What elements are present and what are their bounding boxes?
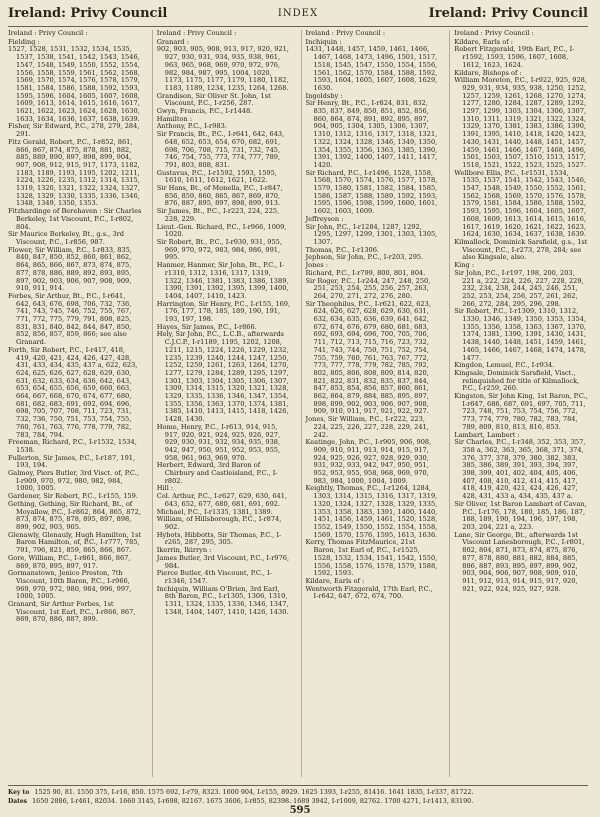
- index-entry: Grandison, Sir Oliver St. John, 1st Viscount, P.C., I-r256, 287.: [156, 91, 271, 108]
- index-entry: Fullerton, Sir James, P.C., I-r187, 191, 193, 194.: [8, 453, 136, 470]
- index-entry: Sir Robert, Bt., P.C., I-r930, 931, 955, 969, 970, 972, 983, 984, 986, 991, 995.: [156, 237, 282, 262]
- index-entry: Sir Robert, P.C., I-r1309, 1310, 1312, 1330, 1346, 1349, 1350, 1353, 1354, 1355, 1356, 1358, 1363, 1367, 1370, 1374, 1381, 1390, 1391, 1430, 1431, 1438, 1440, 1448, 1451, 1459, 1461, 1465, 1466, 1467, 1468, 1474, 1478, 1477.: [454, 307, 586, 362]
- key-text: 1525 90, 81. 1550 375, I-r16, 850. 1575 692, I-r79, 8323. 1600 904, I-r155, 8929. 1625 1393, I-r255, 81416. 1641 1835, I-r337, 81722.: [34, 788, 474, 796]
- index-entry: 902, 903, 905, 908, 913, 917, 920, 921, 927, 930, 931, 934, 935, 938, 961, 963, 965, 968, 969, 970, 972, 976, 982, 984, 987, 995, 1004, 1020, 1173, 1175, 1177, 1179, 1180, 1182, 1183, 1189, 1234, 1235, 1264, 1268.: [156, 45, 289, 92]
- index-entry: Lane, Sir George, Bt., afterwards 1st Viscount Lanesborough, P.C., I-r801, 802, 804, 871, 873, 874, 875, 876, 877, 878, 880, 881, 882, 884, 885, 886, 887, 893, 895, 897, 899, 902, 903, 904, 906, 907, 908, 909, 910, 911, 912, 913, 914, 915, 917, 920, 921, 922, 924, 925, 927, 928.: [454, 530, 585, 593]
- index-entry: Anthony, P.C., I-r983.: [156, 122, 227, 131]
- header-left-title: Ireland: Privy Council: [8, 6, 168, 21]
- index-entry: Sir Richard, P.C., I-r1496, 1528, 1558, 1568, 1570, 1574, 1576, 1577, 1578, 1579, 1580, 1581, 1582, 1584, 1585, 1586, 1587, 1588, 1589, 1592, 1593, 1595, 1596, 1598, 1599, 1600, 1601, 1602, 1603, 1609.: [305, 168, 438, 216]
- index-entry: 1431, 1448, 1457, 1459, 1461, 1466, 1467, 1468, 1473, 1496, 1501, 1517, 1518, 1545, 1547, 1550, 1554, 1556, 1561, 1562, 1570, 1584, 1588, 1592, 1593, 1604, 1605, 1607, 1608, 1629, 1630.: [305, 45, 438, 92]
- index-entry: Gardener, Sir Robert, P.C., I-r155, 159.: [8, 492, 138, 501]
- column-heading: Ireland : Privy Council :: [156, 30, 237, 37]
- index-column-3: [301, 30, 440, 777]
- index-entry: Sir Francis, Bt., P.C., I-r641, 642, 643, 648, 652, 653, 654, 670, 682, 691, 698, 706, 708, 715, 731, 732, 745, 746, 754, 755, 773, 774, 777, 789, 791, 803, 808, 831.: [156, 130, 285, 169]
- index-entry: Kingston, Sir John King, 1st Baron, P.C., I-r647, 686, 687, 691, 697, 705, 711, 723, 748, 751, 753, 754, 756, 772, 773, 774, 779, 780, 782, 783, 784, 789, 809, 810, 813, 816, 853.: [454, 392, 588, 431]
- index-entry: Hanmer, Hanmer, Sir John, Bt., P.C., I-r1310, 1312, 1316, 1317, 1319, 1322, 1346, 1381, 1383, 1386, 1389, 1390, 1391, 1392, 1395, 1399, 1400, 1404, 1407, 1410, 1423.: [156, 261, 289, 300]
- index-entry: Gustavus, P.C., I-r1592, 1593, 1595, 1610, 1611, 1612, 1621, 1622.: [156, 168, 277, 185]
- column-heading: Ireland : Privy Council :: [454, 30, 534, 37]
- index-entry: Keatinge, John, P.C., I-r905, 906, 908, 909, 910, 911, 913, 914, 915, 917, 924, 925, 926, 927, 928, 929, 930, 931, 932, 933, 942, 947, 950, 951, 952, 953, 955, 958, 968, 969, 970, 983, 984, 1000, 1004, 1009.: [305, 438, 432, 485]
- index-entry: Gething, Gething, Sir Richard, Bt., of Moyallow, P.C., I-r862, 864, 865, 872, 873, 874, 875, 878, 895, 897, 898, 899, 902, 903, 905.: [8, 499, 141, 531]
- index-entry: William, of Hillsborough, P.C., I-r874, 902.: [156, 515, 282, 531]
- index-entry: James Butler, 3rd Viscount, P.C., I-r976, 984.: [156, 553, 290, 570]
- key-to-dates: [8, 785, 588, 806]
- running-header: [8, 4, 588, 27]
- index-entry: Thomas, P.C., I-r1306.: [305, 245, 380, 254]
- index-entry: Sir Maurice Berkeley, Bt., g.s., 3rd Viscount, P.C., I-r856, 987.: [8, 230, 124, 246]
- key-label: Key to: [8, 789, 30, 796]
- index-entry: Glenawly, Glenauly, Hugh Hamilton, 1st Baron Hamilton, of, P.C., I-r777, 785, 791, 796, 821, 859, 865, 866, 867.: [8, 530, 142, 555]
- index-entry: Harrington, Sir Henry, P.C., I-r155, 169, 176, 177, 178, 185, 189, 190, 191, 193, 197, 198.: [156, 299, 291, 324]
- index-entry: Sir Oliver, 1st Baron Lambart of Cavan, P.C., I-r176, 178, 180, 185, 186, 187, 188, 189, 190, 194, 196, 197, 198, 203, 204, 221 a, 223.: [454, 499, 587, 531]
- index-entry: King :: [454, 261, 475, 270]
- index-entry: Home, Henry, P.C., I-r613, 914, 915, 917, 920, 921, 924, 925, 926, 927, 929, 930, 931, 932, 934, 935, 938, 942, 947, 950, 951, 952, 953, 955, 958, 961, 963, 969, 970.: [156, 422, 281, 462]
- index-entry: Richard, P.C., I-r799, 800, 801, 804.: [305, 268, 426, 277]
- index-entry: Forth, Sir Robert, P.C., I-r417, 418, 419, 420, 421, 424, 426, 427, 428, 431, 433, 434, 435, 437 a, 622, 623, 624, 625, 626, 627, 628, 629, 630, 631, 632, 633, 634, 636, 642, 643, 653, 654, 655, 656, 659, 660, 663, 664, 667, 668, 670, 674, 677, 680, 681, 682, 683, 691, 692, 694, 696, 698, 705, 707, 708, 711, 723, 731, 732, 736, 750, 751, 753, 754, 755, 760, 761, 763, 776, 778, 779, 782, 783, 784, 794.: [8, 345, 138, 439]
- index-column-2: [152, 30, 291, 777]
- index-entry: Fielding :: [8, 37, 40, 46]
- index-entry: Sir James, Bt., P.C., I-r223, 224, 225, 228, 229.: [156, 207, 280, 223]
- index-entry: Inchiquin, William O'Brien, 3rd Earl, 8th Baron, P.C., I-r1305, 1306, 1310, 1311, 1324, 1335, 1336, 1346, 1347, 1348, 1404, 1407, 1410, 1426, 1430.: [156, 584, 289, 616]
- header-right-title: Ireland: Privy Council: [428, 6, 588, 21]
- index-entry: Col. Arthur, P.C., I-r627, 629, 630, 641, 643, 652, 677, 680, 681, 691, 692.: [156, 492, 288, 508]
- index-entry: Fitzhardinge of Berehaven : Sir Charles Berkeley, 1st Viscount, P.C., I-r802, 804.: [8, 207, 142, 231]
- index-entry: Herbert, Edward, 3rd Baron of Chirbury and Castleisland, P.C., I-r802.: [156, 461, 278, 485]
- header-center-title: INDEX: [277, 8, 319, 19]
- index-entry: Sir Roger, P.C., I-r244, 247, 248, 250, 251, 253, 254, 255, 256, 257, 263, 264, 270, 271, 272, 276, 280.: [305, 276, 431, 300]
- index-entry: Kildare, Earls of :: [454, 37, 514, 46]
- column-heading: Ireland : Privy Council :: [305, 30, 386, 37]
- index-entry: Hayes, Sir James, P.C., I-r866.: [156, 322, 257, 331]
- index-entry: Fitz Gerald, Robert, P.C., I-r852, 861, 866, 867, 874, 875, 878, 881, 882, 885, 889, 890, 897, 898, 899, 904, 907, 908, 912, 915, 917, 1173, 1182, 1183, 1189, 1193, 1195, 1202, 1211, 1224, 1226, 1235, 1312, 1314, 1315, 1319, 1320, 1321, 1322, 1324, 1327, 1328, 1329, 1330, 1335, 1336, 1346, 1348, 1349, 1350, 1353.: [8, 137, 140, 208]
- index-entry: Sir John, P.C., I-r1284, 1287, 1292, 1295, 1297, 1299, 1301, 1303, 1305, 1307.: [305, 222, 438, 246]
- index-entry: Kildare, Bishops of :: [454, 68, 522, 77]
- index-entry: Forbes, Sir Arthur, Bt., P.C., I-r641, 642, 643, 676, 698, 706, 732, 736, 741, 743, 745, 746, 752, 755, 767, 771, 772, 775, 779, 791, 808, 825, 831, 831, 840, 842, 844, 847, 850, 852, 856, 857, 859, 866; see also Granard.: [8, 291, 132, 347]
- index-entry: Kildare, Earls of :: [305, 576, 365, 585]
- index-entry: Kingsale, Dominick Sarsfield, Visct., relinquished for title of Kilmallock, P.C., I-r259, 260.: [454, 368, 580, 393]
- index-entry: Keightly, Thomas, P.C., I-r1264, 1284, 1303, 1314, 1315, 1316, 1317, 1319, 1320, 1324, 1327, 1328, 1329, 1335, 1353, 1358, 1383, 1391, 1400, 1440, 1451, 1456, 1459, 1461, 1520, 1528, 1552, 1549, 1550, 1552, 1554, 1558, 1569, 1570, 1576, 1595, 1613, 1636.: [305, 484, 438, 539]
- index-entry: Hely, Sir John, P.C., L.C.B., afterwards C.J.C.P., I-r1189, 1195, 1202, 1208, 1211, 1215, 1224, 1226, 1229, 1232, 1235, 1239, 1240, 1244, 1247, 1250, 1252, 1259, 1261, 1263, 1264, 1270, 1277, 1279, 1284, 1289, 1295, 1297, 1301, 1303, 1304, 1305, 1306, 1307, 1309, 1314, 1315, 1320, 1321, 1328, 1329, 1335, 1336, 1346, 1347, 1354, 1355, 1356, 1363, 1370, 1374, 1381, 1385, 1410, 1413, 1415, 1418, 1426, 1428, 1430.: [156, 330, 289, 424]
- index-column-1: [8, 30, 142, 777]
- index-entry: Granard, Sir Arthur Forbes, 1st Viscount, 1st Earl, P.C., I-r866, 867, 869, 870, 886, 887, 899.: [8, 600, 136, 624]
- index-entry: Sir John, P.C., I-r197, 198, 200, 203, 221 a, 222, 224, 226, 227, 228, 229, 232, 234, 238, 244, 245, 246, 251, 252, 253, 254, 256, 257, 261, 262, 266, 272, 284, 295, 296, 298.: [454, 268, 584, 308]
- dates-text: 1650 2886, I-r461, 82034. 1660 3145, I-r698, 82167. 1675 3606, I-r855, 82398. 1689 3942, I-r1009, 82762. 1700 4271, I-r1413, 83190.: [32, 797, 474, 806]
- index-entry: Sir Hans, Bt., of Monella, P.C., I-r847, 856, 859, 860, 865, 867, 869, 870, 876, 887, 895, 897, 898, 899, 913.: [156, 184, 283, 208]
- index-entry: Sir Theophilus, P.C., I-r621, 622, 623, 624, 626, 627, 628, 629, 630, 631, 632, 634, 635, 636, 639, 641, 642, 672, 674, 676, 679, 680, 681, 683, 692, 693, 694, 696, 700, 705, 706, 711, 712, 713, 715, 716, 723, 732, 741, 743, 744, 750, 751, 752, 754, 755, 759, 760, 761, 763, 767, 772, 773, 777, 778, 779, 782, 785, 792, 802, 805, 806, 808, 809, 814, 820, 821, 822, 831, 832, 835, 837, 844, 847, 853, 854, 856, 857, 860, 861, 862, 864, 879, 884, 885, 895, 897, 898, 899, 902, 903, 906, 907, 908, 909, 910, 911, 917, 921, 922, 927.: [305, 299, 431, 416]
- index-entry: Kerry, Thomas FitzMaurice, 21st Baron, 1st Earl of, P.C., I-r1525, 1528, 1532, 1534, 1541, 1542, 1550, 1556, 1558, 1576, 1578, 1579, 1588, 1592, 1593.: [305, 538, 438, 578]
- index-entry: Hybots, Hibbotts, Sir Thomas, P.C., I-r265, 287, 295, 305.: [156, 530, 282, 547]
- index-entry: Inchiquin :: [305, 37, 342, 46]
- index-entry: Michael, P.C., I-r1335, 1381, 1389.: [156, 507, 273, 516]
- index-entry: Gormanstown, Jenico Preston, 7th Viscount, 10th Baron, P.C., I-r966, 969, 970, 972, 980, 984, 996, 997, 1000, 1005.: [8, 569, 132, 601]
- index-entry: Fisher, Sir Edward, P.C., 278, 279, 284, 291.: [8, 122, 140, 139]
- index-entry: Robert Fitzgerald, 19th Earl, P.C., I-r1592, 1593, 1596, 1607, 1608, 1612, 1623, 1624.: [454, 45, 575, 69]
- index-entry: Wentworth Fitzgerald, 17th Earl, P.C., I-r642, 647, 672, 674, 700.: [305, 584, 433, 601]
- key-row: [8, 788, 588, 797]
- index-entry: Pierce Butler, 4th Viscount, P.C., I-r1346, 1547.: [156, 569, 272, 585]
- index-entry: Jones :: [305, 261, 328, 270]
- index-entry: 1527, 1528, 1531, 1532, 1534, 1535, 1537, 1538, 1541, 1542, 1543, 1546, 1547, 1548, 1549, 1550, 1552, 1554, 1556, 1558, 1559, 1561, 1562, 1568, 1569, 1570, 1574, 1576, 1578, 1579, 1581, 1584, 1586, 1588, 1592, 1593, 1595, 1596, 1604, 1605, 1607, 1608, 1609, 1613, 1614, 1615, 1616, 1617, 1621, 1622, 1623, 1624, 1628, 1630, 1633, 1634, 1636, 1637, 1638, 1639.: [8, 45, 140, 123]
- index-entry: Jeffreyson :: [305, 214, 344, 223]
- index-entry: Freeman, Richard, P.C., I-r1532, 1534, 1538.: [8, 438, 137, 454]
- index-entry: Flower, Sir William, P.C., I-r833, 835, 840, 847, 850, 852, 860, 861, 862, 864, 865, 866, 867, 873, 874, 875, 877, 878, 886, 889, 892, 893, 895, 897, 902, 903, 906, 907, 908, 909, 910, 911, 914.: [8, 245, 132, 293]
- page-number: 595: [289, 805, 311, 816]
- index-entry: Lieut.-Gen. Richard, P.C., I-r966, 1009, 1020.: [156, 222, 287, 239]
- index-entry: Hamilton :: [156, 114, 193, 123]
- index-entry: Galmoy, Piers Butler, 3rd Visct. of, P.C., I-r909, 970, 972, 980, 982, 984, 1000, 1005.: [8, 469, 139, 493]
- index-entry: Granard :: [156, 37, 189, 46]
- column-heading: Ireland : Privy Council :: [8, 30, 88, 37]
- index-entry: Sir Henry, Bt., P.C., I-r824, 831, 832, 835, 837, 849, 850, 851, 852, 856, 860, 864, 874, 891, 892, 895, 897, 904, 905, 1304, 1305, 1306, 1307, 1310, 1312, 1316, 1317, 1318, 1321, 1322, 1324, 1328, 1346, 1349, 1350, 1354, 1355, 1356, 1363, 1385, 1390, 1391, 1392, 1400, 1407, 1411, 1417, 1420.: [305, 99, 438, 169]
- index-entry: Jones, Sir William, P.C., I-r222, 223, 224, 225, 226, 227, 228, 229, 241, 242.: [305, 415, 429, 439]
- index-entry: William Moreton, P.C., I-r922, 925, 928, 929, 931, 934, 935, 938, 1250, 1252, 1257, 1259, 1261, 1268, 1270, 1274, 1277, 1280, 1284, 1287, 1289, 1292, 1297, 1299, 1303, 1304, 1306, 1307, 1310, 1311, 1319, 1321, 1322, 1324, 1329, 1370, 1381, 1383, 1386, 1390, 1391, 1395, 1410, 1418, 1420, 1423, 1430, 1431, 1440, 1448, 1451, 1457, 1459, 1461, 1466, 1467, 1468, 1496, 1501, 1503, 1507, 1510, 1513, 1517, 1518, 1521, 1522, 1523, 1525, 1527.: [454, 76, 587, 169]
- index-entry: Sir Charles, P.C., I-r348, 352, 353, 357, 358 a, 362, 363, 365, 368, 371, 374, 376, 377, 378, 379, 380, 382, 383, 385, 386, 389, 391, 393, 394, 397, 398, 399, 401, 402, 404, 405, 406, 407, 408, 410, 412, 414, 415, 417, 418, 419, 420, 421, 424, 426, 427, 428, 431, 433 a, 434, 435, 437 a.: [454, 438, 586, 501]
- index-entry: Kingdon, Lemuel, P.C., I-r934.: [454, 361, 555, 370]
- index-column-4: [449, 30, 588, 777]
- index-entry: Kilmallock, Dominick Sarsfield, g.s., 1st Viscount, P.C., I-r273, 278, 284; see also Kingsale, also.: [454, 237, 588, 262]
- index-entry: Hill :: [156, 484, 174, 493]
- index-entry: Ingoldsby :: [305, 91, 343, 100]
- index-entry: Ikerrin, Ikirryn :: [156, 546, 212, 555]
- index-entry: Jephson, Sir John, P.C., I-r203, 295.: [305, 253, 424, 262]
- dates-label: Dates: [8, 798, 28, 806]
- index-entry: Gore, William, P.C., I-r861, 866, 867, 869, 870, 895, 897, 917.: [8, 553, 131, 570]
- index-entry: Wellbore Ellis, P.C., I-r1531, 1534, 1535, 1537, 1541, 1542, 1543, 1546, 1547, 1548, 1549, 1550, 1552, 1561, 1562, 1568, 1569, 1570, 1576, 1578, 1579, 1581, 1584, 1586, 1588, 1592, 1593, 1595, 1596, 1604, 1605, 1607, 1608, 1609, 1613, 1614, 1615, 1616, 1617, 1619, 1620, 1621, 1622, 1623, 1624, 1630, 1634, 1637, 1638, 1639.: [454, 168, 586, 239]
- index-entry: Lambart, Lambert :: [454, 430, 520, 439]
- index-entry: Gwyn, Francis, P.C., I-r1448.: [156, 107, 253, 116]
- index-columns: [8, 30, 588, 777]
